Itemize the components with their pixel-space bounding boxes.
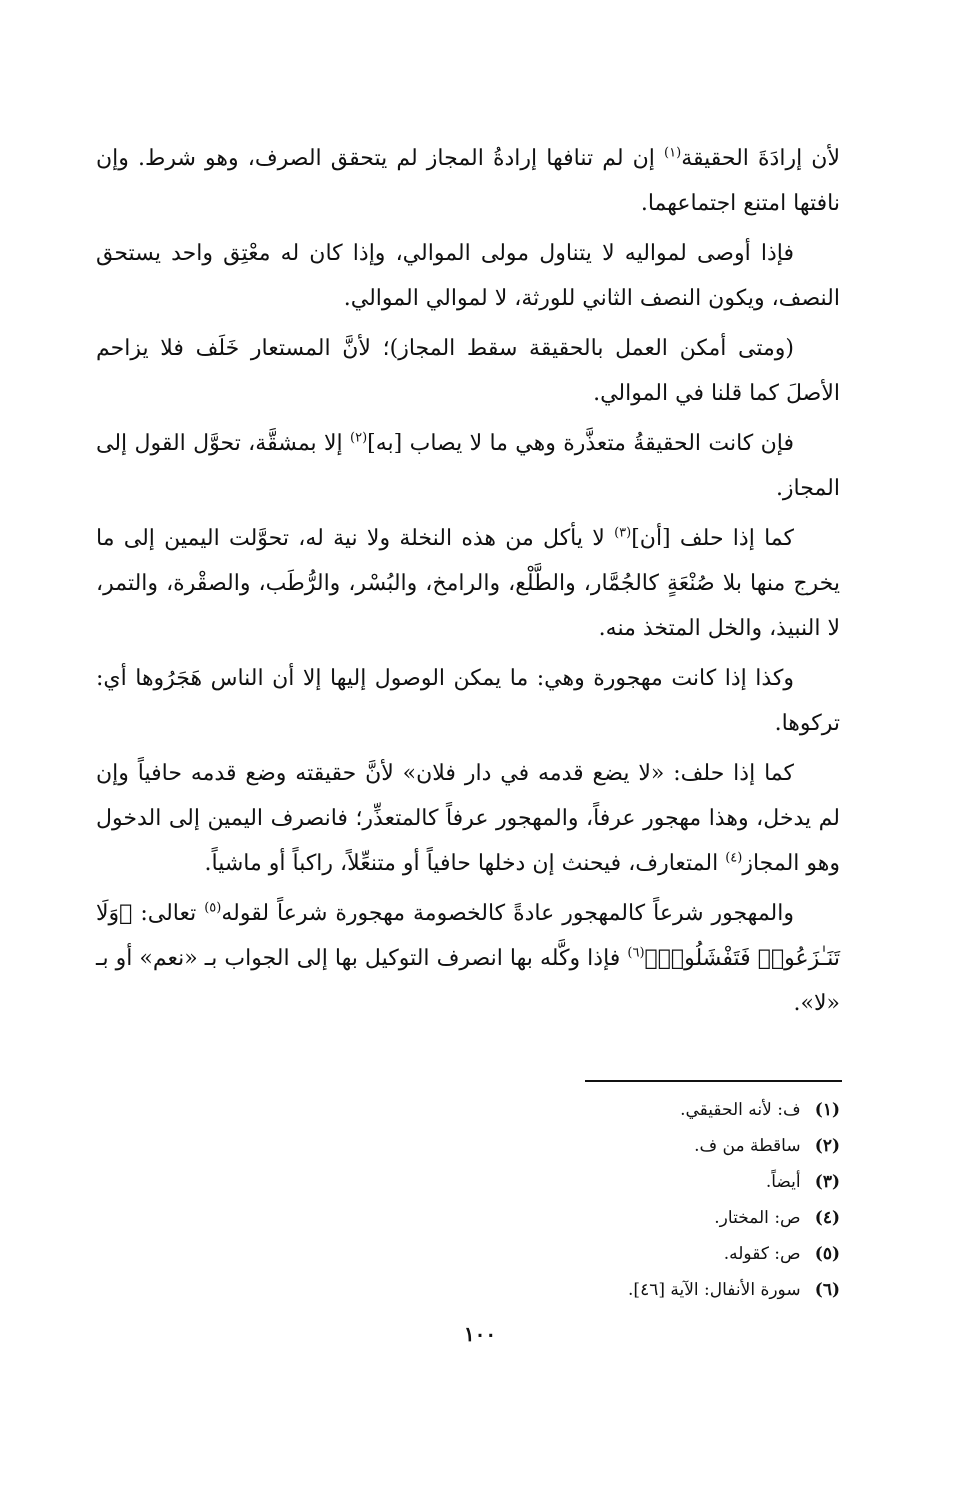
paragraph-5-text-a: كما إذا حلف [أن]	[631, 526, 794, 551]
footnotes-list	[300, 1092, 840, 1308]
footnote-marker-1: (١)	[664, 145, 682, 161]
paragraph-6-text: وكذا إذا كانت مهجورة وهي: ما يمكن الوصول إليها إلا أن الناس هَجَرُوها أي: تركوها.	[96, 666, 840, 736]
footnote-text: ص: المختار.	[714, 1208, 801, 1228]
footnote-marker-5: (٥)	[204, 900, 222, 916]
paragraph-3	[96, 326, 840, 416]
footnote-marker-2: (٢)	[350, 430, 368, 446]
footnote-text: ساقطة من ف.	[694, 1136, 801, 1156]
footnote-number: (٤)	[814, 1208, 840, 1228]
paragraph-3-text: (ومتى أمكن العمل بالحقيقة سقط المجاز)؛ لأنَّ المستعار خَلَف فلا يزاحم الأصلَ كما قلنا في الموالي.	[96, 336, 840, 406]
paragraph-4-text-b: إلا بمشقَّة، تحوَّل القول إلى المجاز.	[96, 431, 840, 501]
footnote-marker-4: (٤)	[725, 850, 743, 866]
paragraph-2-text: فإذا أوصى لمواليه لا يتناول مولى الموالي، وإذا كان له معْتِق واحد يستحق النصف، ويكون النصف الثاني للورثة، لا لموالي الموالي.	[96, 241, 840, 311]
paragraph-8-text-c: فإذا وكَّله بها انصرف التوكيل بها إلى الجواب بـ «نعم» أو بـ «لا».	[96, 946, 840, 1016]
paragraph-8-text-a: والمهجور شرعاً كالمهجور عادةً كالخصومة مهجورة شرعاً لقوله	[221, 901, 794, 926]
footnote-number: (٣)	[814, 1172, 840, 1192]
paragraph-1-text-a: لأن إرادَةَ الحقيقة	[681, 146, 840, 171]
footnote-3	[300, 1164, 840, 1200]
footnote-text: ف: لأنه الحقيقي.	[680, 1100, 801, 1120]
paragraph-1	[96, 136, 840, 226]
footnote-5	[300, 1236, 840, 1272]
paragraph-7-text-a: كما إذا حلف: «لا يضع قدمه في دار فلان» لأنَّ حقيقته وضع قدمه حافياً وإن لم يدخل، وهذا مهجور عرفاً، والمهجور عرفاً كالمتعذِّر؛ فانصرف اليمين إلى الدخول وهو المجاز	[96, 761, 840, 876]
footnote-2	[300, 1128, 840, 1164]
paragraph-7	[96, 751, 840, 886]
paragraph-6	[96, 656, 840, 746]
paragraph-7-text-b: المتعارف، فيحنث إن دخلها حافياً أو متنعِّلاً، راكباً أو ماشياً.	[204, 851, 726, 876]
footnote-number: (١)	[814, 1100, 840, 1120]
page-number: ١٠٠	[463, 1322, 497, 1346]
footnote-marker-6: (٦)	[627, 945, 645, 961]
paragraph-5-text-b: لا يأكل من هذه النخلة ولا نية له، تحوَّلت اليمين إلى ما يخرج منها بلا صُنْعَةٍ كالجُمَّار، والطَّلْع، والرامخ، والبُسْر، والرُّطَب، والصقْرة، والتمر، لا النبيذ، والخل المتخذ منه.	[96, 526, 840, 641]
paragraph-4-text-a: فإن كانت الحقيقةُ متعذَّرة وهي ما لا يصاب [به]	[367, 431, 794, 456]
footnote-number: (٥)	[814, 1244, 840, 1264]
main-text	[96, 136, 840, 1031]
paragraph-4	[96, 421, 840, 511]
paragraph-1-text-b: إن لم تنافها إرادةُ المجاز لم يتحقق الصرف، وهو شرط. وإن نافتها امتنع اجتماعهما.	[96, 146, 840, 216]
footnote-number: (٦)	[814, 1280, 840, 1300]
footnote-marker-3: (٣)	[614, 525, 632, 541]
footnote-1	[300, 1092, 840, 1128]
footnote-text: ص: كقوله.	[723, 1244, 801, 1264]
footnote-text: سورة الأنفال: الآية [٤٦].	[628, 1280, 801, 1300]
footnote-number: (٢)	[814, 1136, 840, 1156]
paragraph-2	[96, 231, 840, 321]
footnote-divider	[585, 1080, 842, 1082]
footnote-6	[300, 1272, 840, 1308]
footnote-text: أيضاً.	[765, 1172, 801, 1192]
paragraph-5	[96, 516, 840, 651]
footnote-4	[300, 1200, 840, 1236]
paragraph-8-text-b: تعالى: ﴿وَلَا تَنَـٰزَعُوا۟ فَتَفْشَلُوا۟﴾	[96, 901, 840, 971]
paragraph-8	[96, 891, 840, 1026]
